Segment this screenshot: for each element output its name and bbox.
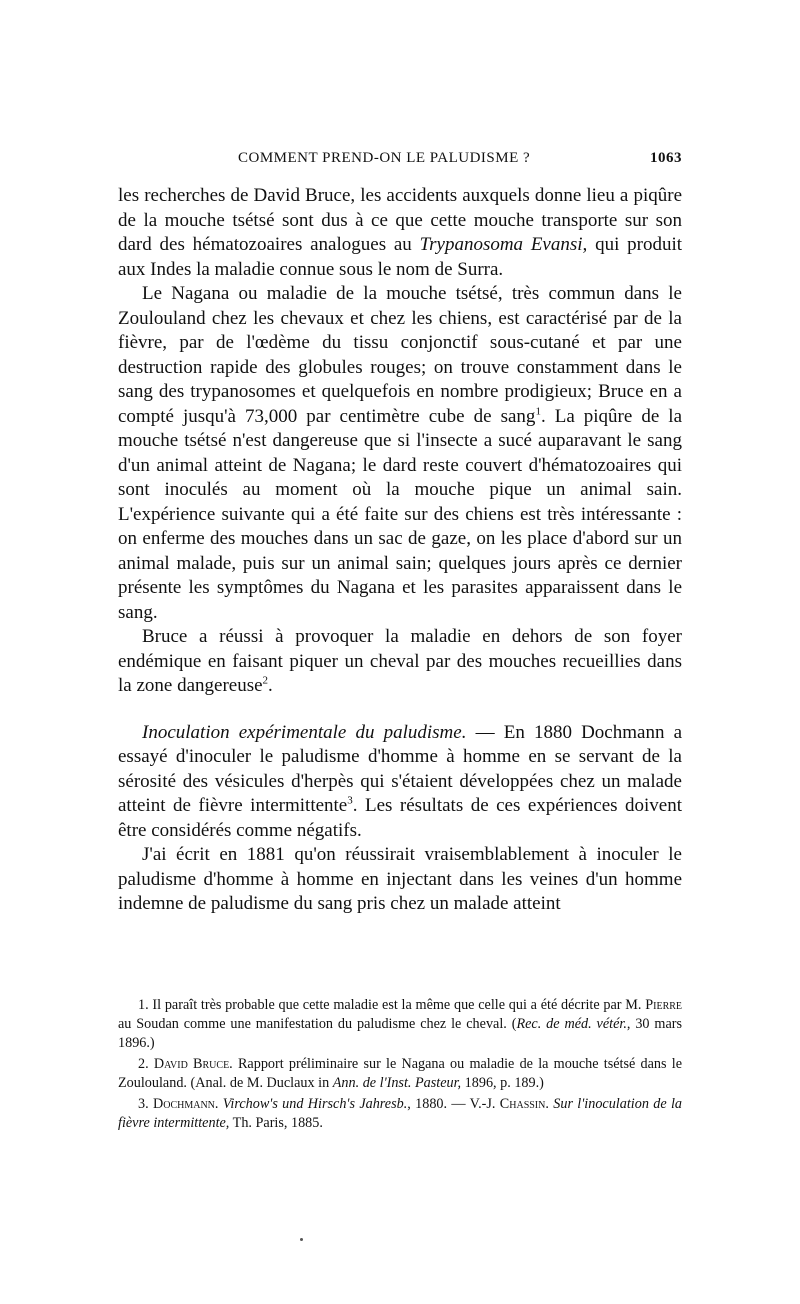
footnote-ref: 1 xyxy=(535,405,541,418)
paragraph: les recherches de David Bruce, les accidents auxquels donne lieu a piqûre de la mouche tsétsé sont dus à ce que cette mouche transporte sur son dard des hématozoaires analogues au Trypanosoma Evansi, qui produit aux Indes la maladie connue sous le nom de Surra. xyxy=(118,185,683,280)
print-speck xyxy=(300,1238,303,1241)
footnote-ref: 3 xyxy=(347,794,353,807)
main-text xyxy=(118,184,682,917)
paragraph: Bruce a réussi à provoquer la maladie en dehors de son foyer endémique en faisant piquer un cheval par des mouches recueillies dans la zone dangereuse$^2$. xyxy=(118,626,682,696)
footnote: 3. Dochmann. Virchow's und Hirsch's Jahresb., 1880. — V.-J. Chassin. Sur l'inoculation de la fièvre intermittente, Th. Paris, 1885. xyxy=(118,1096,683,1131)
section-heading: Inoculation expérimentale du paludisme. xyxy=(142,721,467,743)
paragraph: Le Nagana ou maladie de la mouche tsétsé, très commun dans le Zoulouland chez les chevaux et chez les chiens, est caractérisé par de la fièvre, par de l'œdème du tissu conjonctif sous-cutané et par une destruction rapide des globules rouges; on trouve constamment dans le sang des trypanosomes et quelquefois en nombre prodigieux; Bruce en a compté jusqu'à 73,000 par centimètre cube de sang$^1$. La piqûre de la mouche tsétsé n'est dangereuse que si l'insecte a sucé auparavant le sang d'un animal atteint de Nagana; le dard reste couvert d'hématozoaires qui sont inoculés au moment où la mouche pique un animal sain. L'expérience suivante qui a été faite sur des chiens est très intéressante : on enferme des mouches dans un sac de gaze, on les place d'abord sur un animal malade, puis sur un animal sain; quelques jours après ce dernier présente les symptômes du Nagana et les parasites apparaissent dans le sang. xyxy=(118,283,683,623)
footnotes xyxy=(118,996,682,1133)
page-number: 1063 xyxy=(650,150,682,166)
footnote: 2. David Bruce. Rapport préliminaire sur le Nagana ou maladie de la mouche tsétsé dans le Zoulouland. (Anal. de M. Duclaux in Ann. de l'Inst. Pasteur, 1896, p. 189.) xyxy=(118,1056,683,1091)
running-title: COMMENT PREND-ON LE PALUDISME ? xyxy=(238,150,531,166)
section-paragraph: Inoculation expérimentale du paludisme. — En 1880 Dochmann a essayé d'inoculer le paludisme d'homme à homme en se servant de la sérosité des vésicules d'herpès qui s'étaient développées chez un malade atteint de fièvre intermittente$^3$. Les résultats de ces expériences doivent être considérés comme négatifs. xyxy=(118,721,683,841)
footnote: 1. Il paraît très probable que cette maladie est la même que celle qui a été décrite par M. Pierre au Soudan comme une manifestation du paludisme chez le cheval. (Rec. de méd. vétér., 30 mars 1896.) xyxy=(118,997,683,1051)
paragraph: J'ai écrit en 1881 qu'on réussirait vraisemblablement à inoculer le paludisme d'homme à homme en injectant dans les veines d'un homme indemne de paludisme du sang pris chez un malade atteint xyxy=(118,844,682,914)
footnote-ref: 2 xyxy=(262,674,269,687)
